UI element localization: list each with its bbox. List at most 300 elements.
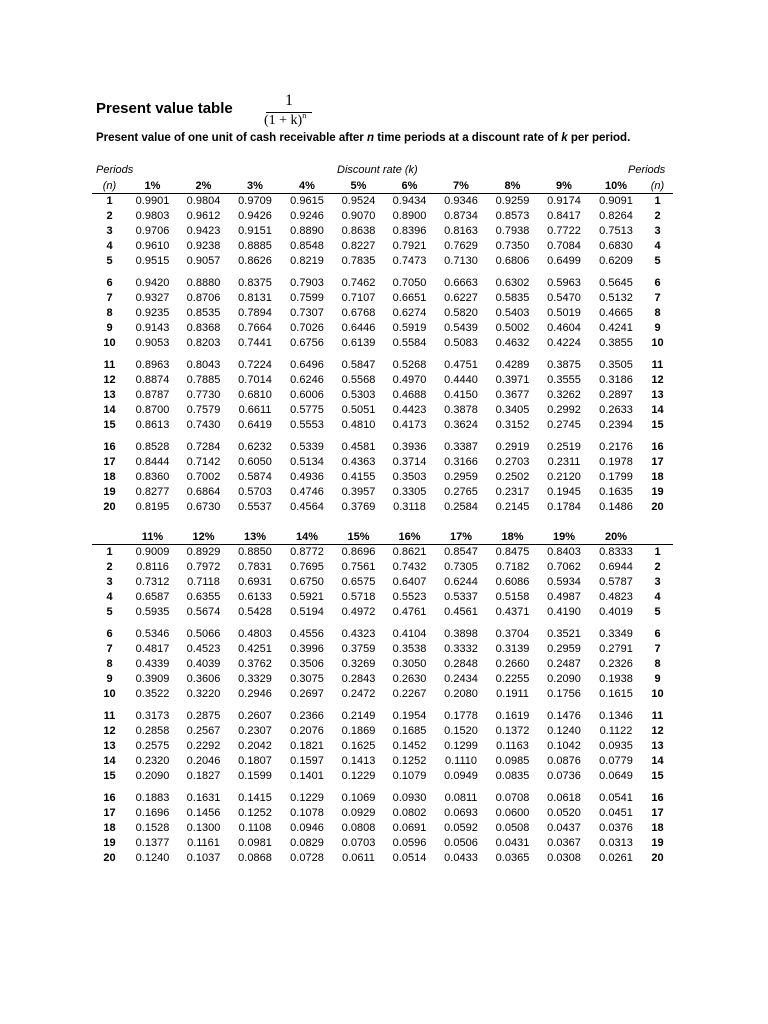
rate-header: 3% [229, 179, 281, 194]
pv-factor: 0.6768 [341, 307, 376, 319]
table-row [92, 642, 673, 657]
pv-factor: 0.0596 [392, 837, 427, 849]
pv-factor: 0.8890 [290, 225, 324, 237]
description-var-n: n [366, 132, 375, 144]
pv-factor: 0.1079 [392, 770, 427, 782]
period-number-right: 1 [654, 195, 661, 207]
pv-factor: 0.3075 [290, 673, 324, 685]
pv-factor: 0.8131 [238, 292, 272, 304]
period-number: 16 [103, 441, 116, 453]
pv-factor: 0.7921 [392, 240, 427, 252]
period-number: 12 [103, 374, 116, 386]
pv-factor: 0.4440 [444, 374, 478, 386]
pv-factor: 0.0600 [495, 807, 530, 819]
pv-factor: 0.1821 [290, 740, 324, 752]
period-number-right: 2 [654, 210, 661, 222]
pv-factor: 0.0708 [495, 792, 530, 804]
pv-factor: 0.9235 [135, 307, 170, 319]
pv-factor: 0.4173 [392, 419, 427, 431]
pv-factor: 0.3262 [547, 389, 581, 401]
pv-factor: 0.2633 [599, 404, 633, 416]
pv-factor: 0.4241 [599, 322, 633, 334]
pv-factor: 0.9610 [135, 240, 170, 252]
table-row [92, 455, 673, 470]
pv-factor: 0.3704 [495, 628, 530, 640]
pv-factor: 0.2320 [135, 755, 170, 767]
pv-factor: 0.1827 [186, 770, 221, 782]
pv-factor: 0.5051 [341, 404, 376, 416]
pv-factor: 0.7430 [186, 419, 221, 431]
pv-factor: 0.0376 [599, 822, 633, 834]
period-number-right: 18 [651, 471, 664, 483]
pv-factor: 0.6139 [341, 337, 376, 349]
pv-factor: 0.2765 [444, 486, 478, 498]
pv-factor: 0.5568 [341, 374, 376, 386]
present-value-table-2 [92, 530, 673, 866]
pv-factor: 0.6419 [238, 419, 272, 431]
table-row [92, 321, 673, 336]
pv-factor: 0.5066 [186, 628, 221, 640]
pv-factor: 0.1615 [599, 688, 633, 700]
pv-factor: 0.1938 [599, 673, 633, 685]
pv-factor: 0.5002 [495, 322, 530, 334]
period-number: 13 [103, 740, 116, 752]
pv-factor: 0.7050 [392, 277, 427, 289]
pv-factor: 0.9612 [186, 210, 221, 222]
pv-factor: 0.2843 [341, 673, 376, 685]
period-number-right: 9 [654, 322, 661, 334]
period-number-right: 10 [651, 337, 664, 349]
period-number-right: 16 [651, 792, 664, 804]
pv-factor: 0.8277 [135, 486, 170, 498]
pv-factor: 0.2176 [599, 441, 633, 453]
pv-factor: 0.1869 [341, 725, 376, 737]
formula-numerator: 1 [285, 92, 293, 109]
pv-factor: 0.9009 [135, 546, 170, 558]
pv-factor: 0.6050 [238, 456, 272, 468]
period-number: 4 [106, 240, 113, 252]
pv-factor: 0.0703 [341, 837, 376, 849]
table-row [92, 851, 673, 866]
pv-factor: 0.5553 [290, 419, 324, 431]
pv-factor: 0.4817 [135, 643, 170, 655]
pv-factor: 0.8613 [135, 419, 170, 431]
pv-factor: 0.3555 [547, 374, 581, 386]
pv-factor: 0.4936 [290, 471, 324, 483]
rate-header: 18% [487, 530, 538, 545]
pv-factor: 0.5132 [599, 292, 633, 304]
pv-factor: 0.1300 [186, 822, 221, 834]
pv-factor: 0.2311 [547, 456, 581, 468]
pv-factor: 0.3118 [393, 501, 426, 513]
pv-factor: 0.0433 [444, 852, 478, 864]
pv-factor: 0.5523 [392, 591, 427, 603]
pv-factor: 0.7130 [444, 255, 478, 267]
pv-factor: 0.4751 [444, 359, 478, 371]
period-number-right: 13 [651, 389, 664, 401]
pv-factor: 0.1161 [187, 837, 220, 849]
pv-factor: 0.5645 [599, 277, 633, 289]
rate-header: 12% [178, 530, 229, 545]
period-number-right: 10 [651, 688, 664, 700]
table-row [92, 754, 673, 769]
pv-factor: 0.0981 [238, 837, 272, 849]
pv-factor: 0.1229 [341, 770, 376, 782]
pv-factor: 0.0946 [290, 822, 324, 834]
pv-factor: 0.9238 [186, 240, 221, 252]
pv-factor: 0.9143 [135, 322, 170, 334]
pv-factor: 0.4561 [444, 606, 478, 618]
period-number: 13 [103, 389, 116, 401]
table-row [92, 254, 673, 269]
pv-factor: 0.2703 [495, 456, 530, 468]
pv-factor: 0.3714 [392, 456, 427, 468]
pv-factor: 0.7629 [444, 240, 478, 252]
rate-header: 11% [127, 530, 178, 545]
pv-factor: 0.9709 [238, 195, 272, 207]
pv-factor: 0.4190 [547, 606, 581, 618]
pv-factor: 0.8043 [186, 359, 221, 371]
pv-factor: 0.0802 [392, 807, 427, 819]
rate-header: 20% [590, 530, 642, 545]
period-number: 9 [106, 673, 113, 685]
pv-factor: 0.1696 [135, 807, 170, 819]
pv-factor: 0.1520 [444, 725, 478, 737]
pv-factor: 0.7885 [186, 374, 221, 386]
pv-factor: 0.5775 [290, 404, 324, 416]
period-number-right: 14 [651, 404, 664, 416]
pv-factor: 0.4019 [599, 606, 633, 618]
n-header-left-empty [92, 530, 127, 545]
table-row [92, 590, 673, 605]
pv-factor: 0.7026 [290, 322, 324, 334]
table-row [92, 485, 673, 500]
pv-factor: 0.9515 [135, 255, 170, 267]
pv-factor: 0.3878 [444, 404, 478, 416]
period-number-right: 9 [654, 673, 661, 685]
pv-factor: 0.8264 [599, 210, 633, 222]
pv-factor: 0.8734 [444, 210, 478, 222]
period-number-right: 7 [654, 643, 661, 655]
pv-factor: 0.8880 [186, 277, 221, 289]
pv-factor: 0.8163 [444, 225, 478, 237]
pv-factor: 0.5339 [290, 441, 324, 453]
pv-factor: 0.5674 [186, 606, 221, 618]
pv-factor: 0.4564 [290, 501, 324, 513]
pv-factor: 0.6274 [392, 307, 427, 319]
table-row [92, 500, 673, 515]
pv-factor: 0.8621 [392, 546, 427, 558]
pv-factor: 0.8528 [135, 441, 170, 453]
pv-factor: 0.4970 [392, 374, 427, 386]
pv-factor: 0.3957 [341, 486, 376, 498]
period-number: 11 [103, 359, 116, 371]
pv-factor: 0.9091 [599, 195, 633, 207]
table-row [92, 403, 673, 418]
pv-factor: 0.3971 [495, 374, 530, 386]
pv-factor: 0.3349 [599, 628, 633, 640]
pv-factor: 0.5134 [290, 456, 324, 468]
pv-factor: 0.2307 [238, 725, 272, 737]
pv-factor: 0.7695 [290, 561, 324, 573]
formula-denominator-base: (1 + k) [264, 113, 303, 128]
period-number: 17 [103, 456, 116, 468]
pv-factor: 0.2076 [290, 725, 324, 737]
pv-factor: 0.5787 [599, 576, 633, 588]
pv-factor: 0.2607 [238, 710, 272, 722]
pv-factor: 0.5428 [238, 606, 272, 618]
pv-factor: 0.0930 [392, 792, 427, 804]
period-number: 6 [106, 628, 113, 640]
pv-factor: 0.6810 [238, 389, 272, 401]
pv-factor: 0.2149 [341, 710, 376, 722]
pv-factor: 0.0876 [547, 755, 581, 767]
pv-factor: 0.6944 [599, 561, 633, 573]
pv-factor: 0.1799 [599, 471, 633, 483]
pv-factor: 0.0649 [599, 770, 633, 782]
pv-factor: 0.7835 [341, 255, 376, 267]
pv-factor: 0.6663 [444, 277, 478, 289]
description-text-3: per period. [567, 132, 631, 144]
pv-factor: 0.1685 [392, 725, 427, 737]
pv-factor: 0.6086 [495, 576, 530, 588]
table-row [92, 724, 673, 739]
period-number-right: 12 [651, 374, 664, 386]
pv-factor: 0.1456 [186, 807, 221, 819]
pv-factor: 0.2946 [238, 688, 272, 700]
pv-factor: 0.1883 [135, 792, 170, 804]
pv-factor: 0.4688 [392, 389, 427, 401]
pv-factor: 0.6209 [599, 255, 633, 267]
rate-header: 7% [435, 179, 487, 194]
pv-factor: 0.0313 [599, 837, 633, 849]
pv-factor: 0.9434 [392, 195, 427, 207]
period-number: 14 [103, 404, 116, 416]
pv-factor: 0.4339 [135, 658, 170, 670]
period-number: 17 [103, 807, 116, 819]
pv-factor: 0.0779 [599, 755, 633, 767]
table-row [92, 784, 673, 806]
table-row [92, 306, 673, 321]
pv-factor: 0.6246 [290, 374, 324, 386]
pv-factor: 0.1042 [547, 740, 581, 752]
pv-factor: 0.6446 [341, 322, 376, 334]
pv-factor: 0.7014 [238, 374, 272, 386]
period-number: 5 [106, 606, 113, 618]
pv-factor: 0.8195 [135, 501, 170, 513]
pv-factor: 0.0868 [238, 852, 272, 864]
pv-factor: 0.1476 [547, 710, 581, 722]
pv-factor: 0.4823 [599, 591, 633, 603]
pv-factor: 0.5847 [341, 359, 376, 371]
pv-factor: 0.5584 [392, 337, 427, 349]
pv-factor: 0.7182 [495, 561, 530, 573]
pv-factor: 0.6730 [186, 501, 221, 513]
pv-factor: 0.0985 [495, 755, 530, 767]
pv-factor: 0.0520 [547, 807, 581, 819]
pv-factor: 0.2255 [495, 673, 530, 685]
period-number: 7 [106, 292, 113, 304]
pv-factor: 0.4363 [341, 456, 376, 468]
pv-factor: 0.2502 [495, 471, 530, 483]
pv-factor: 0.3269 [341, 658, 376, 670]
pv-factor: 0.4371 [495, 606, 530, 618]
pv-factor: 0.6244 [444, 576, 478, 588]
pv-factor: 0.0437 [547, 822, 581, 834]
pv-factor: 0.1240 [135, 852, 170, 864]
pv-factor: 0.2292 [186, 740, 221, 752]
pv-factor: 0.1108 [238, 822, 272, 834]
pv-factor: 0.2575 [135, 740, 170, 752]
pv-factor: 0.7664 [238, 322, 272, 334]
period-number-right: 14 [651, 755, 664, 767]
pv-factor: 0.6496 [290, 359, 324, 371]
table-description [96, 131, 646, 146]
pv-factor: 0.7441 [238, 337, 272, 349]
pv-factor: 0.1619 [495, 710, 530, 722]
period-number-right: 8 [654, 658, 661, 670]
period-number: 9 [106, 322, 113, 334]
pv-factor: 0.6133 [238, 591, 272, 603]
pv-factor: 0.1346 [599, 710, 633, 722]
pv-factor: 0.3521 [547, 628, 581, 640]
period-number-right: 6 [654, 628, 661, 640]
pv-factor: 0.8929 [186, 546, 221, 558]
pv-factor: 0.4746 [290, 486, 324, 498]
pv-factor: 0.8368 [186, 322, 221, 334]
pv-factor: 0.1486 [599, 501, 633, 513]
pv-factor: 0.2848 [444, 658, 478, 670]
pv-factor: 0.0693 [444, 807, 478, 819]
pv-factor: 0.3152 [495, 419, 530, 431]
pv-factor: 0.4604 [547, 322, 581, 334]
pv-factor: 0.3050 [392, 658, 427, 670]
description-text-1: Present value of one unit of cash receivable after [96, 132, 367, 144]
period-number: 4 [106, 591, 113, 603]
pv-factor: 0.7305 [444, 561, 478, 573]
pv-factor: 0.1625 [341, 740, 376, 752]
pv-factor: 0.4224 [547, 337, 581, 349]
table-row [92, 418, 673, 433]
pv-factor: 0.3173 [135, 710, 170, 722]
pv-factor: 0.7473 [392, 255, 427, 267]
pv-factor: 0.3522 [135, 688, 170, 700]
pv-factor: 0.8333 [599, 546, 633, 558]
period-number: 5 [106, 255, 113, 267]
pv-factor: 0.1778 [444, 710, 478, 722]
pv-factor: 0.9423 [186, 225, 221, 237]
period-number-right: 20 [651, 501, 664, 513]
period-number: 16 [103, 792, 116, 804]
table-row [92, 433, 673, 455]
pv-factor: 0.5718 [341, 591, 376, 603]
pv-factor: 0.2919 [495, 441, 530, 453]
rate-header: 16% [384, 530, 435, 545]
pv-factor: 0.1635 [599, 486, 633, 498]
pv-factor: 0.8219 [290, 255, 324, 267]
pv-factor: 0.0736 [547, 770, 581, 782]
pv-factor: 0.6232 [238, 441, 272, 453]
pv-factor: 0.2660 [495, 658, 530, 670]
pv-factor: 0.1415 [238, 792, 272, 804]
pv-factor: 0.5268 [392, 359, 427, 371]
pv-factor: 0.2791 [599, 643, 633, 655]
pv-factor: 0.4581 [341, 441, 376, 453]
pv-factor: 0.2472 [341, 688, 376, 700]
pv-factor: 0.0431 [495, 837, 530, 849]
pv-factor: 0.9706 [135, 225, 170, 237]
rate-header: 9% [538, 179, 590, 194]
pv-factor: 0.8696 [341, 546, 376, 558]
pv-factor: 0.8396 [392, 225, 427, 237]
table-row [92, 388, 673, 403]
table2-header-row [92, 530, 673, 545]
pv-factor: 0.1756 [547, 688, 581, 700]
description-var-k: k [561, 132, 568, 144]
pv-factor: 0.3387 [444, 441, 478, 453]
period-number-right: 18 [651, 822, 664, 834]
pv-factor: 0.3606 [186, 673, 221, 685]
period-number: 20 [103, 501, 116, 513]
pv-factor: 0.1599 [238, 770, 272, 782]
pv-factor: 0.9174 [547, 195, 581, 207]
pv-factor: 0.0365 [495, 852, 530, 864]
pv-factor: 0.4423 [392, 404, 427, 416]
pv-factor: 0.6830 [599, 240, 633, 252]
pv-factor: 0.0451 [599, 807, 633, 819]
pv-factor: 0.8772 [290, 546, 324, 558]
pv-factor: 0.1452 [392, 740, 427, 752]
pv-factor: 0.3329 [238, 673, 272, 685]
table1-header-row [92, 179, 673, 194]
pv-factor: 0.1528 [135, 822, 170, 834]
rate-header: 17% [435, 530, 487, 545]
pv-factor: 0.2959 [444, 471, 478, 483]
pv-factor: 0.8535 [186, 307, 221, 319]
period-number: 19 [103, 837, 116, 849]
pv-factor: 0.4289 [495, 359, 530, 371]
pv-factor: 0.6575 [341, 576, 376, 588]
table-row [92, 620, 673, 642]
pv-factor: 0.4104 [392, 628, 427, 640]
pv-factor: 0.1069 [341, 792, 376, 804]
pv-factor: 0.7107 [341, 292, 376, 304]
pv-factor: 0.9057 [186, 255, 221, 267]
n-header-right-empty [642, 530, 673, 545]
pv-factor: 0.5337 [444, 591, 478, 603]
pv-factor: 0.3139 [495, 643, 530, 655]
pv-factor: 0.5703 [238, 486, 272, 498]
pv-factor: 0.3898 [444, 628, 478, 640]
pv-factor: 0.7462 [341, 277, 376, 289]
period-number-right: 12 [651, 725, 664, 737]
period-number: 15 [103, 419, 116, 431]
pv-factor: 0.1413 [341, 755, 376, 767]
pv-factor: 0.2487 [547, 658, 581, 670]
pv-factor: 0.0811 [444, 792, 478, 804]
pv-factor: 0.0611 [342, 852, 375, 864]
pv-factor: 0.1078 [290, 807, 324, 819]
pv-factor: 0.0541 [599, 792, 633, 804]
pv-factor: 0.7350 [495, 240, 530, 252]
pv-factor: 0.1911 [496, 688, 529, 700]
pv-factor: 0.1163 [496, 740, 529, 752]
pv-factor: 0.4523 [186, 643, 221, 655]
pv-factor: 0.1372 [495, 725, 530, 737]
pv-factor: 0.2745 [547, 419, 581, 431]
period-number: 10 [103, 688, 116, 700]
pv-factor: 0.1110 [444, 755, 477, 767]
